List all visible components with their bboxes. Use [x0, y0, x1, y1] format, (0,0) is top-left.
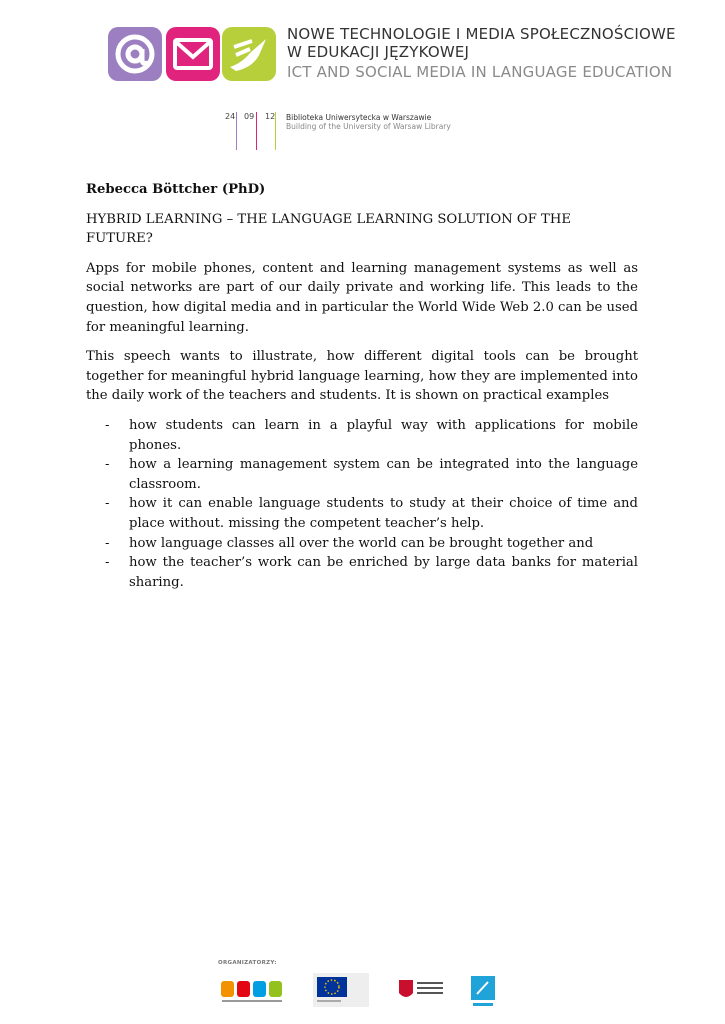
dove-icon — [222, 27, 276, 81]
author-name: Rebecca Böttcher (PhD) — [86, 182, 266, 197]
bullet-marker: - — [105, 496, 110, 512]
list-item-text: how it can enable language students to study at their choice of time and place without. missing the competent teacher’s help. — [129, 496, 638, 531]
list-item-text: how the teacher’s work can be enriched by large data banks for material sharing. — [129, 555, 638, 590]
event-date-day: 24 — [225, 112, 236, 121]
divider — [236, 112, 237, 150]
list-item — [86, 534, 638, 554]
at-sign-icon — [108, 27, 162, 81]
bullet-marker: - — [105, 417, 110, 433]
envelope-icon — [166, 27, 220, 81]
list-item — [86, 416, 638, 455]
list-item-text: how a learning management system can be integrated into the language classroom. — [129, 457, 638, 492]
bullet-marker: - — [105, 535, 110, 551]
event-date-year: 12 — [265, 112, 276, 121]
venue-polish: Biblioteka Uniwersytecka w Warszawie — [286, 113, 432, 122]
footer — [0, 955, 725, 1024]
list-item — [86, 455, 638, 494]
talk-title: HYBRID LEARNING – THE LANGUAGE LEARNING SOLUTION OF THE FUTURE? — [86, 211, 571, 247]
list-item-text: how language classes all over the world can be brought together and — [129, 535, 594, 551]
bullet-marker: - — [105, 555, 110, 571]
frse-logo — [220, 979, 286, 1005]
header — [0, 0, 725, 160]
paragraph: Apps for mobile phones, content and learning management systems as well as social networks are part of our daily private and working life. This leads to the question, how digital media and in particular the World Wide Web 2.0 can be used for meaningful learning. — [86, 260, 638, 335]
paragraph: This speech wants to illustrate, how different digital tools can be brought together for meaningful hybrid language learning, how they are implemented into the daily work of the teachers and students. It is shown on practical examples — [86, 349, 638, 404]
event-title-polish-line2: W EDUKACJI JĘZYKOWEJ — [287, 43, 470, 61]
list-item — [86, 553, 638, 592]
venue-english: Building of the University of Warsaw Library — [286, 122, 451, 131]
european-union-logo — [313, 973, 369, 1007]
abstract — [86, 180, 638, 592]
divider — [275, 112, 276, 150]
eunic-logo — [470, 975, 496, 1009]
bullet-list — [86, 416, 638, 592]
list-item-text: how students can learn in a playful way with applications for mobile phones. — [129, 417, 638, 453]
event-title-english: ICT AND SOCIAL MEDIA IN LANGUAGE EDUCATION — [287, 63, 673, 81]
divider — [256, 112, 257, 150]
event-date-month: 09 — [244, 112, 255, 121]
list-item — [86, 494, 638, 533]
warsaw-city-logo — [397, 977, 449, 1003]
event-title-polish-line1: NOWE TECHNOLOGIE I MEDIA SPOŁECZNOŚCIOWE — [287, 25, 676, 43]
organizers-label: ORGANIZATORZY: — [218, 960, 277, 966]
bullet-marker: - — [105, 457, 110, 473]
